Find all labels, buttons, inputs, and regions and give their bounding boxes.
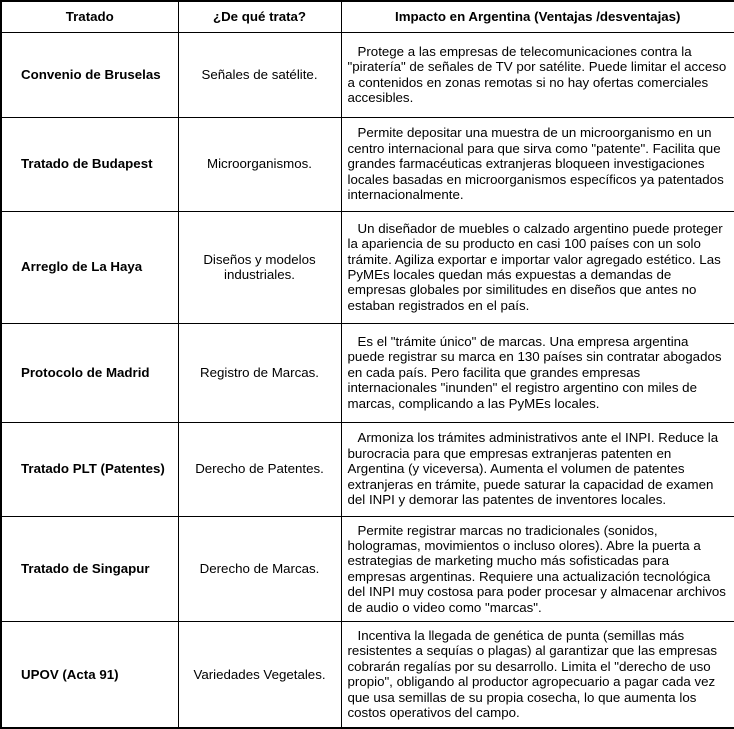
subject-cell: Diseños y modelos industriales.: [178, 211, 341, 323]
subject-cell: Derecho de Patentes.: [178, 422, 341, 516]
table-row: [1, 516, 734, 622]
table-row: [1, 323, 734, 422]
subject-cell: Señales de satélite.: [178, 32, 341, 117]
impact-cell: Incentiva la llegada de genética de punta (semillas más resistentes a sequías o plagas) al garantizar que las empresas cobrarán regalías por su desarrollo. Limita el "derecho de uso propio", obligando al productor agropecuario a pagar cada vez que usa semillas de su propia cosecha, lo que aumenta los costos operativos del campo.: [341, 622, 734, 728]
table-row: [1, 622, 734, 728]
impact-cell: Armoniza los trámites administrativos ante el INPI. Reduce la burocracia para que empresas extranjeras patenten en Argentina (y viceversa). Aumenta el volumen de patentes extranjeras en trámite, puede saturar la capacidad de examen del INPI y demorar las patentes de inventores locales.: [341, 422, 734, 516]
impact-cell: Es el "trámite único" de marcas. Una empresa argentina puede registrar su marca en 130 países sin contratar abogados en cada país. Pero facilita que grandes empresas internacionales "inunden" el registro argentino con miles de marcas, complicando a las PyMEs locales.: [341, 323, 734, 422]
table-row: [1, 211, 734, 323]
subject-cell: Microorganismos.: [178, 117, 341, 211]
treaty-cell: Convenio de Bruselas: [1, 32, 178, 117]
treaty-cell: Arreglo de La Haya: [1, 211, 178, 323]
header-impacto: Impacto en Argentina (Ventajas /desventajas): [341, 1, 734, 32]
subject-cell: Registro de Marcas.: [178, 323, 341, 422]
table-row: [1, 117, 734, 211]
impact-cell: Protege a las empresas de telecomunicaciones contra la "piratería" de señales de TV por satélite. Puede limitar el acceso a contenidos en zonas remotas si no hay ofertas comerciales accesibles.: [341, 32, 734, 117]
treaty-cell: Tratado de Budapest: [1, 117, 178, 211]
impact-cell: Un diseñador de muebles o calzado argentino puede proteger la apariencia de su producto en casi 100 países con un solo trámite. Agiliza exportar e importar valor agregado estético. Las PyMEs locales quedan más expuestas a demandas de empresas globales por similitudes en diseños que antes no estaban registrados en el país.: [341, 211, 734, 323]
table-row: [1, 32, 734, 117]
impact-cell: Permite registrar marcas no tradicionales (sonidos, hologramas, movimientos o incluso olores). Abre la puerta a estrategias de marketing mucho más sofisticadas para empresas argentinas. Requiere una actualización tecnológica del INPI muy costosa para poder procesar y almacenar archivos de audio o video como "marcas".: [341, 516, 734, 622]
table-row: [1, 422, 734, 516]
subject-cell: Derecho de Marcas.: [178, 516, 341, 622]
header-tratado: Tratado: [1, 1, 178, 32]
treaty-cell: Tratado PLT (Patentes): [1, 422, 178, 516]
treaty-cell: Protocolo de Madrid: [1, 323, 178, 422]
subject-cell: Variedades Vegetales.: [178, 622, 341, 728]
header-row: [1, 1, 734, 32]
header-de-que-trata: ¿De qué trata?: [178, 1, 341, 32]
treaty-cell: Tratado de Singapur: [1, 516, 178, 622]
treaty-cell: UPOV (Acta 91): [1, 622, 178, 728]
impact-cell: Permite depositar una muestra de un microorganismo en un centro internacional para que sirva como "patente". Facilita que grandes farmacéuticas extranjeras bloqueen investigaciones locales basadas en microorganismos específicos ya patentados internacionalmente.: [341, 117, 734, 211]
